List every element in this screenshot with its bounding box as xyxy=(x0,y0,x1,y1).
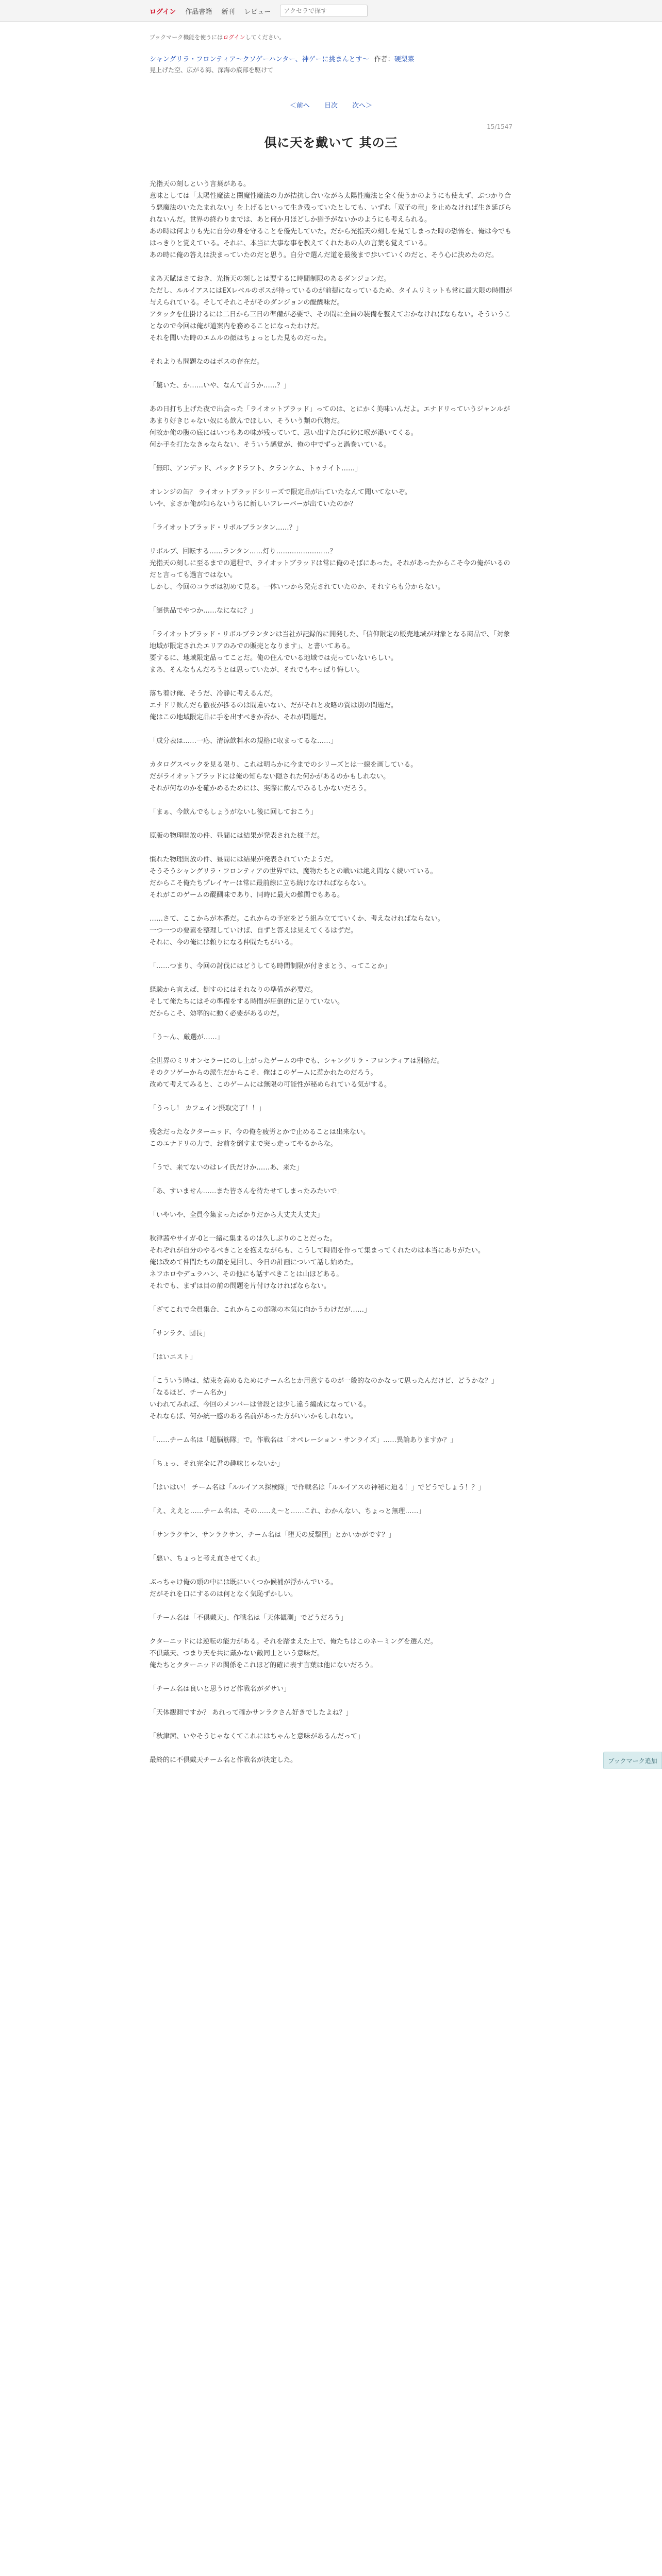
body-paragraph: クターニッドには逆転の能力がある。それを踏まえた上で、俺たちはこのネーミングを選んだ。 不倶戴天、つまり天を共に戴かない敵同士という意味だ。 俺たちとクターニッドの関係をこれほど的確に表す言葉は他にないだろう。 xyxy=(150,1638,437,1669)
body-paragraph: 「う〜ん、厳選が……」 xyxy=(150,1033,224,1041)
body-paragraph: まあ天賦はさておき、光指天の刻しとは要するに時間制限のあるダンジョンだ。 ただし、ルルイアスにはEXレベルのボスが待っているのが前提になっているため、タイムリミットも常に最大限の時間が与えられている。そしてそれこそがそのダンジョンの醍醐味だ。 アタックを仕掛けるには二日から三日の準備が必要で、その間に全員の装備を整えておかなければならない。そういうことなので今回は俺が道案内を務めることになったわけだ。 それを聞いた時のエムルの顔はちょっとした見ものだった。 xyxy=(150,275,512,342)
body-paragraph: 「チーム名は「不倶戴天」、作戦名は「天体観測」でどうだろう」 xyxy=(150,1614,347,1622)
page-count: 15/1547 xyxy=(487,123,512,130)
body-paragraph: 「秋津茜、いやそうじゃなくてこれにはちゃんと意味があるんだって」 xyxy=(150,1733,365,1740)
body-paragraph: 落ち着け俺、そうだ、冷静に考えるんだ。 エナドリ飲んだら徹夜が捗るのは間違いない、だがそれと攻略の質は別の問題だ。 俺はこの地域限定品に手を出すべきか否か、それが問題だ。 xyxy=(150,690,398,721)
body-paragraph: 「え、ええと……チーム名は、その……え〜と……これ、わかんない、ちょっと無理……」 xyxy=(150,1507,425,1515)
notice-suffix: してください。 xyxy=(245,34,285,41)
author-link[interactable]: 硬梨菜 xyxy=(394,56,415,63)
body-paragraph: 「いやいや、全員今集まったばかりだから大丈夫大丈夫」 xyxy=(150,1211,324,1219)
next-episode-link[interactable]: 次へ＞ xyxy=(352,102,373,110)
body-paragraph: 「まぁ、今飲んでもしょうがないし後に回しておこう」 xyxy=(150,808,318,816)
body-paragraph: 「成分表は……一応、清涼飲料水の規格に収まってるな……」 xyxy=(150,737,338,745)
series-summary: 見上げた空、広がる海、深海の底部を駆けて xyxy=(150,66,274,74)
body-paragraph: 「サンラク、団長」 xyxy=(150,1330,209,1337)
body-paragraph: 「ちょっ、それ完全に君の趣味じゃないか」 xyxy=(150,1460,284,1468)
main-content xyxy=(150,22,512,1778)
body-paragraph: 全世界のミリオンセラーにのし上がったゲームの中でも、シャングリラ・フロンティアは別格だ。 そのクソゲーからの派生だからこそ、俺はこのゲームに惹かれたのだろう。 改めて考えてみると、このゲームには無限の可能性が秘められている気がする。 xyxy=(150,1057,444,1089)
login-link[interactable]: ログイン xyxy=(150,8,176,16)
episode-pager xyxy=(150,100,512,110)
body-paragraph: あの日打ち上げた夜で出会った「ライオットブラッド」ってのは、とにかく美味いんだよ。エナドリっていうジャンルがあまり好きじゃない奴にも飲んでほしい、そういう類の代物だ。 何故か俺の腹の底にはいつもあの味が残っていて、思い出すたびに妙に喉が渇いてくる。 何か手を打たなきゃならない、そういう感覚が、俺の中でずっと渦巻いている。 xyxy=(150,405,510,449)
body-paragraph: 「こういう時は、結束を高めるためにチーム名とか用意するのが一般的なのかなって思ったんだけど、どうかな？」 「なるほど、チーム名か」 いわれてみれば、今回のメンバーは普段とは少し違う編成になっている。 それならば、何か統一感のある名前があった方がいいかもしれない。 xyxy=(150,1377,499,1420)
prev-episode-link[interactable]: ＜前へ xyxy=(289,102,310,110)
body-paragraph: 「はいはい！ チーム名は「ルルイアス探検隊」で作戦名は「ルルイアスの神秘に迫る！」でどうでしょう！？」 xyxy=(150,1484,485,1492)
body-paragraph: 「あ、すいません……また皆さんを待たせてしまったみたいで」 xyxy=(150,1188,344,1195)
top-navigation-inner xyxy=(150,4,368,18)
body-paragraph: 「サンラクサン、サンラクサン、チーム名は「堕天の反撃団」とかいかがです？」 xyxy=(150,1531,395,1539)
body-paragraph: それよりも問題なのはボスの存在だ。 xyxy=(150,358,264,366)
reviews-link[interactable]: レビュー xyxy=(244,8,271,16)
body-paragraph: 「無印、アンデッド、パックドラフト、クランケム、トゥナイト……」 xyxy=(150,465,362,472)
top-navigation-bar xyxy=(0,0,662,22)
body-paragraph: 「悪い、ちょっと考え直させてくれ」 xyxy=(150,1555,264,1563)
body-paragraph: 「ライオットブラッド・リボルブランタンは当社が記録的に開発した、「信仰限定の販売地域が対象となる商品で、「対象地域が限定されたエリアのみでの販売となります」、と書いてある。 要するに、地域限定品ってことだ。俺の住んでいる地域では売っていないらしい。 まあ、そんなもんだろうとは思っていたが、それでもやっぱり悔しい。 xyxy=(150,631,510,674)
series-title-link[interactable]: シャングリラ・フロンティア〜クソゲーハンター、神ゲーに挑まんとす〜 xyxy=(150,56,369,63)
body-paragraph: 「謎供品でやつか……なになに？」 xyxy=(150,607,257,615)
body-paragraph: オレンジの缶？ ライオットブラッドシリーズで限定品が出ていたなんて聞いてないぞ。 いや、まさか俺が知らないうちに新しいフレーバーが出ていたのか？ xyxy=(150,488,411,508)
body-paragraph: 「うっし！ カフェイン摂取完了！！」 xyxy=(150,1105,266,1112)
body-paragraph: 「天体観測ですか？ あれって確かサンラクさん好きでしたよね？」 xyxy=(150,1709,353,1717)
news-link[interactable]: 新刊 xyxy=(221,8,235,16)
works-link[interactable]: 作品書籍 xyxy=(185,8,212,16)
index-link[interactable]: 目次 xyxy=(324,102,338,110)
series-info xyxy=(150,55,512,64)
notice-prefix: ブックマーク機能を使うには xyxy=(150,34,223,41)
body-paragraph: 「チーム名は良いと思うけど作戦名がダサい」 xyxy=(150,1685,291,1693)
body-paragraph: 原版の物理開放の件、昼間には結果が発表された様子だ。 xyxy=(150,832,324,840)
episode-body xyxy=(150,178,512,1766)
body-paragraph: ぶっちゃけ俺の頭の中には既にいくつか候補が浮かんでいる。 だがそれを口にするのは何となく気恥ずかしい。 xyxy=(150,1579,338,1598)
body-paragraph: 「ライオットブラッド・リボルブランタン……？」 xyxy=(150,524,303,532)
notice-login-link[interactable]: ログイン xyxy=(223,34,245,41)
body-paragraph: 経験から言えば、倒すのにはそれなりの準備が必要だ。 そして俺たちにはその準備をする時間が圧倒的に足りていない。 だからこそ、効率的に動く必要があるのだ。 xyxy=(150,986,344,1018)
body-paragraph: 慣れた物理開放の件、昼間には結果が発表されていたようだ。 そうそうシャングリラ・フロンティアの世界では、魔物たちとの戦いは絶え間なく続いている。 だからこそ俺たちプレイヤーは常に最前線に立ち続けなければならない。 それがこのゲームの醍醐味であり、同時に最大の難関でもある。 xyxy=(150,856,437,899)
author-label: 作者： xyxy=(374,56,394,63)
body-paragraph: ……さて、ここからが本番だ。これからの予定をどう組み立てていくか、考えなければならない。 一つ一つの要素を整理していけば、自ずと答えは見えてくるはずだ。 それに、今の俺には頼りになる仲間たちがいる。 xyxy=(150,915,444,946)
body-paragraph: 残念だったなクターニッド、今の俺を疲労とかで止めることは出来ない。 このエナドリの力で、お前を倒すまで突っ走ってやるからな。 xyxy=(150,1128,370,1148)
body-paragraph: 「うで、来てないのはレイ氏だけか……あ、来た」 xyxy=(150,1164,303,1172)
body-paragraph: 「はいエスト」 xyxy=(150,1353,197,1361)
body-paragraph: 秋津茜やサイガ-0と一緒に集まるのは久しぶりのことだった。 それぞれが自分のやるべきことを抱えながらも、こうして時間を作って集まってくれたのは本当にありがたい。 俺は改めて仲間たちの顔を見回し、今日の計画について話し始めた。 ネフホロやデュラハン、その他にも話すべきことは山ほどある。 それでも、まずは目の前の問題を片付けなければならない。 xyxy=(150,1235,485,1290)
body-paragraph: 「……つまり、今回の討伐にはどうしても時間制限が付きまとう、ってことか」 xyxy=(150,962,391,970)
bookmark-side-button[interactable]: ブックマーク追加 xyxy=(603,1752,662,1769)
body-paragraph: 光指天の刻しという言葉がある。 意味としては「太陽性魔法と闇魔性魔法の力が拮抗し合いながら太陽性魔法と全く使うかのようにも使えず、ぶつかり合う悪魔法のいたたまれない」を上げるといって生き残っていたとしても、いずれ「双子の竜」を止めなければ生き延びられないんだ。世界の終わりまでは、あと何か月ほどしか猶予がないかのようにも考えられる。 あの時は何よりも先に自分の身を守ることを優先していた。だから光指天の刻しを見てしまった時の恐怖を、俺は今でもはっきりと覚えている。それに、本当に大事な事を教えてくれたあの人の言葉も覚えている。 あの時に俺の答えは決まっていたのだと思う。自分で選んだ道を最後まで歩いていくのだと、そう心に決めたのだ。 xyxy=(150,180,512,259)
search-input[interactable] xyxy=(280,5,368,17)
body-paragraph: 「……チーム名は「超脳筋隊」で。作戦名は「オペレーション・サンライズ」……異論ありますか？」 xyxy=(150,1436,457,1444)
body-paragraph: カタログスペックを見る限り、これは明らかに今までのシリーズとは一線を画している。 だがライオットブラッドには俺の知らない隠された何かがあるのかもしれない。 それが何なのかを確かめるためには、実際に飲んでみるしかないだろう。 xyxy=(150,761,418,792)
body-paragraph: 「驚いた、か……いや、なんて言うか……？」 xyxy=(150,382,290,389)
body-paragraph: 最終的に不倶戴天チーム名と作戦名が決定した。 xyxy=(150,1756,297,1764)
episode-title: 倶に天を戴いて 其の三 xyxy=(264,135,398,150)
bookmark-notice xyxy=(150,33,512,41)
body-paragraph: 「ざてこれで全員集合、これからこの部隊の本気に向かうわけだが……」 xyxy=(150,1306,371,1314)
body-paragraph: リボルブ、回転する……ランタン……灯り……………………？ 光指天の刻しに至るまでの過程で、ライオットブラッドは常に俺のそばにあった。それがあったからこそ今の俺がいるのだと言っても過言ではない。 しかし、今回のコラボは初めて見る。一体いつから発売されていたのか、それすらも分からない。 xyxy=(150,548,510,591)
